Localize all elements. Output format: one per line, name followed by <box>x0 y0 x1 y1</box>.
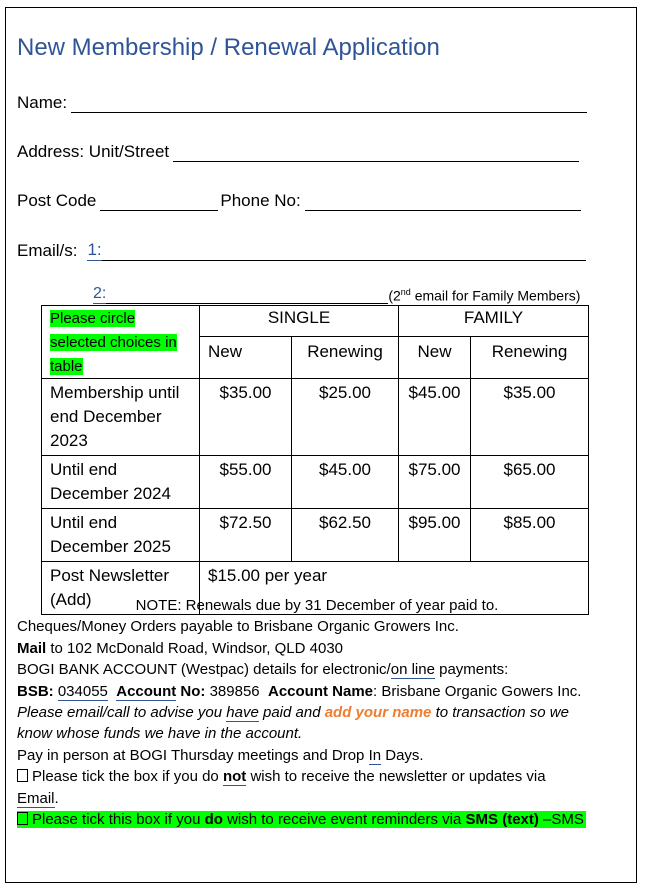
renewal-note: NOTE: Renewals due by 31 December of year paid to. <box>135 597 499 614</box>
phone-input-line[interactable] <box>305 193 581 211</box>
row-label: Until end December 2024 <box>42 456 200 509</box>
single-renewing-header: Renewing <box>292 337 399 379</box>
email2-number: 2: <box>93 285 107 302</box>
email1-number: 1: <box>87 240 102 259</box>
single-new-price[interactable]: $55.00 <box>200 456 292 509</box>
family-new-price[interactable]: $95.00 <box>399 509 471 562</box>
postcode-phone-row <box>17 191 581 211</box>
family-new-price[interactable]: $45.00 <box>399 379 471 456</box>
family-renew-price[interactable]: $85.00 <box>471 509 589 562</box>
form-title: New Membership / Renewal Application <box>17 34 440 61</box>
bank-details: BSB: 034055 Account No: 389856 Account Name: Brisbane Organic Gowers Inc. <box>17 682 582 700</box>
name-label: Name: <box>17 93 68 112</box>
family-renew-price[interactable]: $35.00 <box>471 379 589 456</box>
fees-table <box>41 305 589 615</box>
circle-note-cell <box>42 306 200 379</box>
sms-optin-checkbox[interactable] <box>17 812 28 825</box>
single-renew-price[interactable]: $25.00 <box>292 379 399 456</box>
sms-optin-line: Please tick this box if you do wish to receive event reminders via SMS (text) –SMS <box>17 809 617 830</box>
email-field-row <box>17 240 586 261</box>
newsletter-optout-line: Please tick the box if you do not wish to receive the newsletter or updates via <box>17 766 617 787</box>
notes-block <box>17 595 617 830</box>
row-label: Until end December 2025 <box>42 509 200 562</box>
single-new-price[interactable]: $72.50 <box>200 509 292 562</box>
email1-input-line[interactable] <box>102 243 586 261</box>
family-header: FAMILY <box>399 306 589 337</box>
mail-note: Mail to 102 McDonald Road, Windsor, QLD 4030 <box>17 639 344 657</box>
family-new-price[interactable]: $75.00 <box>399 456 471 509</box>
table-row <box>42 509 589 562</box>
email2-field-row <box>93 285 580 304</box>
row-label: Membership until end December 2023 <box>42 379 200 456</box>
email2-note: (2nd email for Family Members) <box>388 287 581 304</box>
newsletter-price[interactable]: $15.00 per year <box>200 562 589 615</box>
name-input-line[interactable] <box>71 95 587 113</box>
single-header: SINGLE <box>200 306 399 337</box>
address-input-line[interactable] <box>173 144 579 162</box>
table-row <box>42 456 589 509</box>
single-renew-price[interactable]: $45.00 <box>292 456 399 509</box>
email-label: Email/s: <box>17 241 78 260</box>
single-new-price[interactable]: $35.00 <box>200 379 292 456</box>
newsletter-optout-line2: Email. <box>17 789 59 807</box>
family-renew-price[interactable]: $65.00 <box>471 456 589 509</box>
name-field-row <box>17 93 587 113</box>
table-row <box>42 379 589 456</box>
address-field-row <box>17 142 579 162</box>
newsletter-optout-checkbox[interactable] <box>17 769 28 782</box>
single-renew-price[interactable]: $62.50 <box>292 509 399 562</box>
email2-input-line[interactable] <box>106 288 388 304</box>
postcode-label: Post Code <box>17 191 97 210</box>
postcode-input-line[interactable] <box>100 193 218 211</box>
cheques-note: Cheques/Money Orders payable to Brisbane Organic Growers Inc. <box>17 618 459 636</box>
circle-note: Please circle selected choices in table <box>50 310 177 375</box>
phone-label: Phone No: <box>220 191 301 210</box>
pay-in-person-note: Pay in person at BOGI Thursday meetings and Drop In Days. <box>17 746 424 764</box>
family-renewing-header: Renewing <box>471 337 589 379</box>
advise-note-line1: Please email/call to advise you have paid and add your name to transaction so we <box>17 704 569 722</box>
newsletter-label: Post Newsletter (Add) <box>42 562 200 615</box>
family-new-header: New <box>399 337 471 379</box>
single-new-header: New <box>200 337 292 379</box>
bank-note: BOGI BANK ACCOUNT (Westpac) details for electronic/on line payments: <box>17 661 509 679</box>
advise-note-line2: know whose funds we have in the account. <box>17 725 303 743</box>
address-label: Address: Unit/Street <box>17 142 170 161</box>
